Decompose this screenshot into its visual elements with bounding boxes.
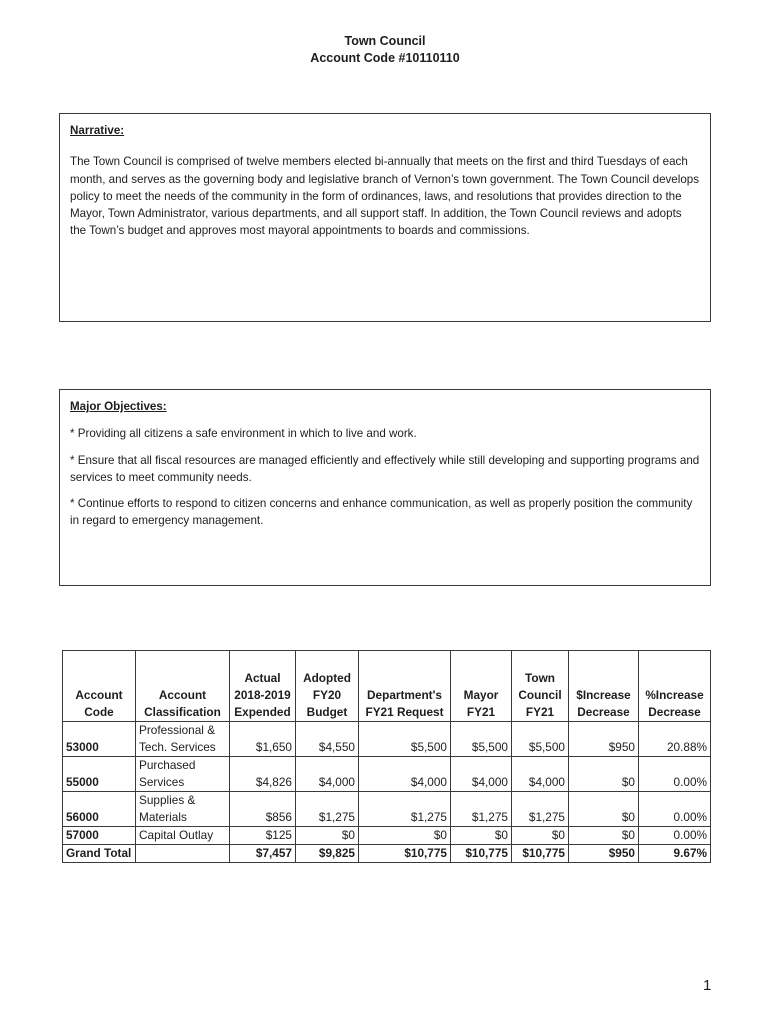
- account-code-cell: 56000: [63, 792, 136, 827]
- value-cell: $4,550: [296, 722, 359, 757]
- total-value-cell: $10,775: [359, 845, 451, 863]
- value-cell: $1,275: [296, 792, 359, 827]
- account-code-title: Account Code #10110110: [310, 51, 460, 65]
- objective-item: * Continue efforts to respond to citizen concerns and enhance communication, as well as properly position the community in regard to emergency management.: [70, 497, 693, 528]
- account-code-cell: 57000: [63, 827, 136, 845]
- column-header-account-code: Account Code: [63, 651, 136, 722]
- table-row: [63, 827, 711, 845]
- column-header-mayor: Mayor FY21: [451, 651, 512, 722]
- narrative-heading: Narrative:: [70, 124, 125, 137]
- total-value-cell: 9.67%: [639, 845, 711, 863]
- value-cell: $856: [230, 792, 296, 827]
- column-header-account-classification: Account Classification: [136, 651, 230, 722]
- value-cell: 0.00%: [639, 827, 711, 845]
- account-code-cell: 53000: [63, 722, 136, 757]
- page-number: 1: [703, 977, 712, 994]
- value-cell: $4,826: [230, 757, 296, 792]
- column-header-percent-change: %Increase Decrease: [639, 651, 711, 722]
- value-cell: $950: [569, 722, 639, 757]
- value-cell: $0: [451, 827, 512, 845]
- column-header-dollar-change: $Increase Decrease: [569, 651, 639, 722]
- total-value-cell: $10,775: [451, 845, 512, 863]
- value-cell: $4,000: [296, 757, 359, 792]
- column-header-adopted-budget: Adopted FY20 Budget: [296, 651, 359, 722]
- value-cell: 0.00%: [639, 757, 711, 792]
- classification-cell: Professional & Tech. Services: [136, 722, 230, 757]
- grand-total-row: [63, 845, 711, 863]
- value-cell: $0: [569, 757, 639, 792]
- value-cell: $5,500: [451, 722, 512, 757]
- value-cell: $0: [569, 792, 639, 827]
- value-cell: $0: [569, 827, 639, 845]
- value-cell: $4,000: [512, 757, 569, 792]
- total-value-cell: $10,775: [512, 845, 569, 863]
- value-cell: $0: [512, 827, 569, 845]
- value-cell: $4,000: [359, 757, 451, 792]
- budget-table: [62, 650, 711, 863]
- value-cell: $0: [359, 827, 451, 845]
- column-header-town-council: Town Council FY21: [512, 651, 569, 722]
- narrative-text: The Town Council is comprised of twelve members elected bi-annually that meets on the first and third Tuesdays of each month, and serves as the governing body and legislative branch of Vernon’s town government. The Town Council develops policy to meet the needs of the community in the form of ordinances, laws, and resolutions that provides direction to the Mayor, Town Administrator, various departments, and all support staff. In addition, the Town Council reviews and adopts the Town’s budget and approves most mayoral appointments to boards and commissions.: [70, 155, 700, 238]
- value-cell: $125: [230, 827, 296, 845]
- narrative-box: [59, 113, 711, 322]
- value-cell: $1,650: [230, 722, 296, 757]
- table-row: [63, 792, 711, 827]
- table-header-row: [63, 651, 711, 722]
- total-value-cell: $7,457: [230, 845, 296, 863]
- objective-item: * Ensure that all fiscal resources are managed efficiently and effectively while still developing and supporting programs and services to meet community needs.: [70, 453, 700, 484]
- total-classification-cell: [136, 845, 230, 863]
- table-row: [63, 757, 711, 792]
- objectives-heading: Major Objectives:: [70, 400, 167, 413]
- value-cell: $5,500: [512, 722, 569, 757]
- value-cell: $4,000: [451, 757, 512, 792]
- value-cell: $1,275: [359, 792, 451, 827]
- objectives-box: [59, 389, 711, 586]
- total-value-cell: $9,825: [296, 845, 359, 863]
- classification-cell: Capital Outlay: [136, 827, 230, 845]
- grand-total-label: Grand Total: [63, 845, 136, 863]
- value-cell: $1,275: [512, 792, 569, 827]
- objective-item: * Providing all citizens a safe environment in which to live and work.: [70, 427, 417, 441]
- page-title: Town Council: [344, 34, 426, 48]
- value-cell: 20.88%: [639, 722, 711, 757]
- column-header-actual-expended: Actual 2018-2019 Expended: [230, 651, 296, 722]
- table-row: [63, 722, 711, 757]
- total-value-cell: $950: [569, 845, 639, 863]
- value-cell: $0: [296, 827, 359, 845]
- classification-cell: Supplies & Materials: [136, 792, 230, 827]
- value-cell: $1,275: [451, 792, 512, 827]
- value-cell: $5,500: [359, 722, 451, 757]
- column-header-department-request: Department's FY21 Request: [359, 651, 451, 722]
- classification-cell: Purchased Services: [136, 757, 230, 792]
- account-code-cell: 55000: [63, 757, 136, 792]
- value-cell: 0.00%: [639, 792, 711, 827]
- page-header: [0, 33, 770, 67]
